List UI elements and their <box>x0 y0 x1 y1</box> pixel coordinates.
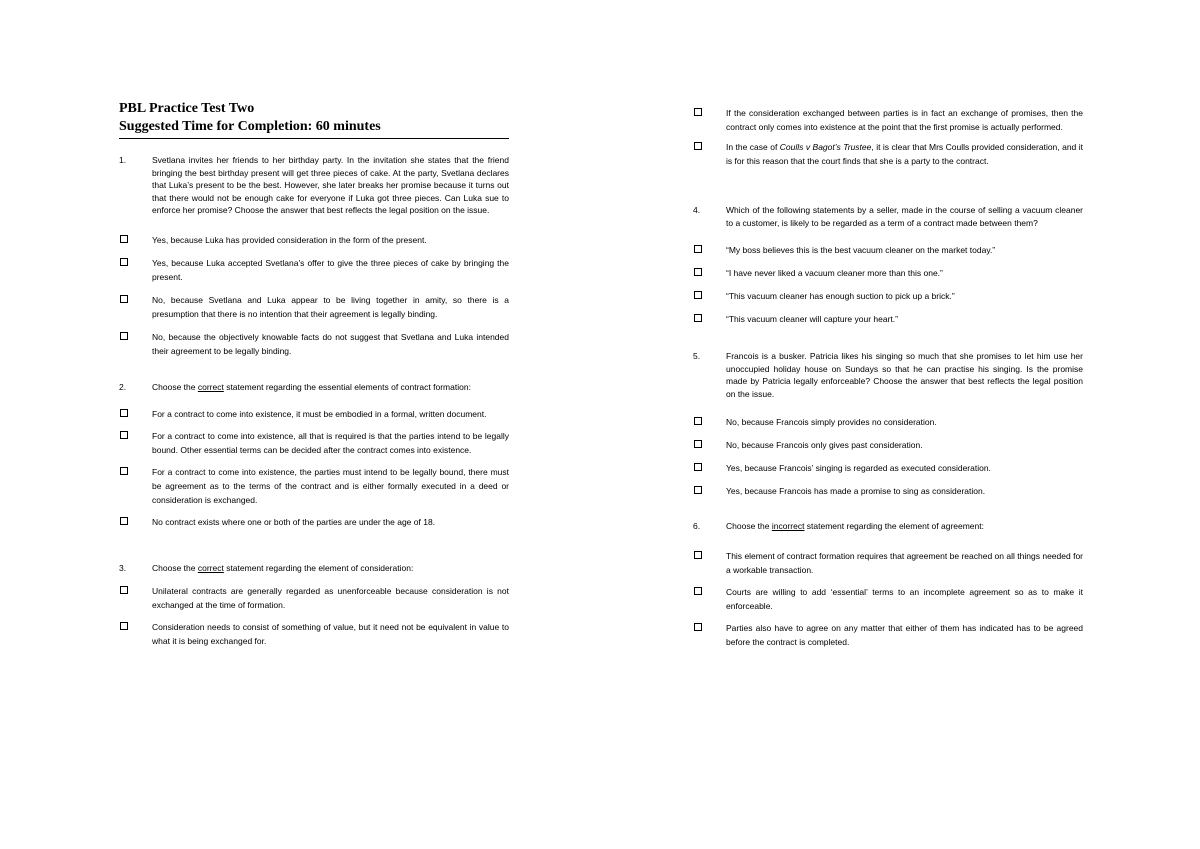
option-5b[interactable] <box>693 438 1083 452</box>
option-2c[interactable] <box>119 465 509 507</box>
checkbox-icon[interactable] <box>694 551 702 559</box>
option-2b[interactable] <box>119 429 509 457</box>
checkbox-icon[interactable] <box>694 142 702 150</box>
option-2d[interactable] <box>119 515 509 529</box>
checkbox-icon[interactable] <box>120 258 128 266</box>
checkbox-icon[interactable] <box>120 467 128 475</box>
question-text: Francois is a busker. Patricia likes his singing so much that she promises to let him use her unoccupied holiday house on Sundays so that he can practise his singing. Is the promise made by Patricia legally enforceable? Choose the answer that best reflects the legal position on the issue. <box>726 351 1083 399</box>
question-number: 1. <box>119 155 127 165</box>
question-number: 5. <box>693 351 701 361</box>
option-1c[interactable] <box>119 293 509 321</box>
option-text: Yes, because Francois’ singing is regarded as executed consideration. <box>726 463 991 473</box>
option-2a[interactable] <box>119 407 509 421</box>
checkbox-icon[interactable] <box>694 108 702 116</box>
checkbox-icon[interactable] <box>694 314 702 322</box>
question-2 <box>119 381 509 394</box>
question-number: 6. <box>693 521 701 531</box>
option-text: For a contract to come into existence, it must be embodied in a formal, written document. <box>152 409 487 419</box>
question-text-post: statement regarding the essential elements of contract formation: <box>223 381 471 392</box>
option-text: No, because Francois simply provides no consideration. <box>726 417 937 427</box>
option-text: No, because the objectively knowable facts do not suggest that Svetlana and Luka intended their agreement to be legally binding. <box>152 331 509 356</box>
title-rule <box>119 138 509 139</box>
checkbox-icon[interactable] <box>694 463 702 471</box>
option-text: This element of contract formation requires that agreement be reached on all things needed for a workable transaction. <box>726 550 1083 575</box>
option-6c[interactable] <box>693 621 1083 649</box>
option-text-pre: In the case of <box>726 142 780 152</box>
option-4c[interactable] <box>693 289 1083 303</box>
option-5a[interactable] <box>693 415 1083 429</box>
question-emphasis: correct <box>197 563 224 573</box>
checkbox-icon[interactable] <box>120 517 128 525</box>
checkbox-icon[interactable] <box>120 409 128 417</box>
left-column <box>119 100 509 648</box>
option-text-post: , it is clear that Mrs Coulls provided consideration, and it is for this reason that the court finds that she is a party to the contract. <box>726 142 1083 166</box>
option-1d[interactable] <box>119 330 509 358</box>
option-text: For a contract to come into existence, the parties must intend to be legally bound, there must be agreement as to the terms of the contract and is either formally executed in a deed or consideration is exchanged. <box>152 467 509 505</box>
question-text: Which of the following statements by a seller, made in the course of selling a vacuum cleaner to a customer, is likely to be regarded as a term of a contract made between them? <box>726 205 1083 228</box>
question-text-post: statement regarding the element of consideration: <box>223 563 414 573</box>
question-5 <box>693 350 1083 400</box>
option-text: No contract exists where one or both of the parties are under the age of 18. <box>152 517 436 527</box>
question-1 <box>119 154 509 217</box>
option-3b[interactable] <box>119 620 509 648</box>
option-text: “This vacuum cleaner has enough suction to pick up a brick.” <box>726 291 955 301</box>
checkbox-icon[interactable] <box>120 332 128 340</box>
checkbox-icon[interactable] <box>694 245 702 253</box>
option-3c[interactable] <box>693 106 1083 134</box>
question-text: Svetlana invites her friends to her birthday party. In the invitation she states that the friend bringing the best birthday present will get three pieces of cake. At the party, Svetlana declares that Luka’s present to be the best. However, she later breaks her promise because it turns out that there would not be enough cake for everyone if Luka got three pieces. Can Luka sue to enforce her promise? Choose the answer that best reflects the legal position on the issue. <box>152 155 509 215</box>
option-text: No, because Francois only gives past consideration. <box>726 440 923 450</box>
checkbox-icon[interactable] <box>120 622 128 630</box>
page-title: PBL Practice Test Two <box>119 101 255 116</box>
checkbox-icon[interactable] <box>694 623 702 631</box>
page-subtitle: Suggested Time for Completion: 60 minutes <box>119 119 381 134</box>
question-emphasis: incorrect <box>771 521 805 531</box>
question-number: 2. <box>119 381 127 392</box>
case-name: Coulls v Bagot’s Trustee <box>779 142 872 152</box>
right-column <box>693 106 1083 649</box>
question-4 <box>693 204 1083 229</box>
question-number: 4. <box>693 205 701 215</box>
option-text: Consideration needs to consist of something of value, but it need not be equivalent in value to what it is being exchanged for. <box>152 621 509 646</box>
question-emphasis: correct <box>197 381 224 392</box>
option-3a[interactable] <box>119 584 509 612</box>
question-text-pre: Choose the <box>726 521 772 531</box>
question-text-post: statement regarding the element of agreement: <box>804 521 984 531</box>
option-5d[interactable] <box>693 484 1083 498</box>
question-text-pre: Choose the <box>152 381 198 392</box>
option-text: “I have never liked a vacuum cleaner more than this one.” <box>726 268 943 278</box>
option-4b[interactable] <box>693 266 1083 280</box>
option-text: Parties also have to agree on any matter that either of them has indicated has to be agreed before the contract is completed. <box>726 622 1083 647</box>
checkbox-icon[interactable] <box>120 586 128 594</box>
option-text: For a contract to come into existence, all that is required is that the parties intend to be legally bound. Other essential terms can be decided after the contract comes into existence. <box>152 431 509 455</box>
option-4a[interactable] <box>693 243 1083 257</box>
option-text: Unilateral contracts are generally regarded as unenforceable because consideration is not exchanged at the time of formation. <box>152 585 509 610</box>
option-text: Yes, because Luka has provided consideration in the form of the present. <box>152 234 427 245</box>
option-text: “My boss believes this is the best vacuum cleaner on the market today.” <box>726 245 996 255</box>
checkbox-icon[interactable] <box>694 268 702 276</box>
checkbox-icon[interactable] <box>120 431 128 439</box>
checkbox-icon[interactable] <box>120 235 128 243</box>
option-6b[interactable] <box>693 585 1083 613</box>
option-1a[interactable] <box>119 233 509 247</box>
option-1b[interactable] <box>119 256 509 284</box>
question-text-pre: Choose the <box>152 563 198 573</box>
option-text: Yes, because Francois has made a promise to sing as consideration. <box>726 486 986 496</box>
checkbox-icon[interactable] <box>120 295 128 303</box>
option-text: Yes, because Luka accepted Svetlana’s offer to give the three pieces of cake by bringing the present. <box>152 257 509 282</box>
option-text: “This vacuum cleaner will capture your heart.” <box>726 314 898 324</box>
question-3 <box>119 562 509 575</box>
question-number: 3. <box>119 563 127 573</box>
question-6 <box>693 520 1083 533</box>
option-3d[interactable] <box>693 140 1083 168</box>
checkbox-icon[interactable] <box>694 587 702 595</box>
option-6a[interactable] <box>693 549 1083 577</box>
option-text: Courts are willing to add ‘essential’ terms to an incomplete agreement so as to make it enforceable. <box>726 586 1083 611</box>
option-4d[interactable] <box>693 312 1083 326</box>
checkbox-icon[interactable] <box>694 486 702 494</box>
checkbox-icon[interactable] <box>694 440 702 448</box>
option-text: No, because Svetlana and Luka appear to be living together in amity, so there is a presumption that there is no intention that their agreement is legally binding. <box>152 294 509 319</box>
checkbox-icon[interactable] <box>694 291 702 299</box>
checkbox-icon[interactable] <box>694 417 702 425</box>
option-text: If the consideration exchanged between parties is in fact an exchange of promises, then the contract only comes into existence at the point that the first promise is actually performed. <box>726 108 1083 132</box>
option-5c[interactable] <box>693 461 1083 475</box>
